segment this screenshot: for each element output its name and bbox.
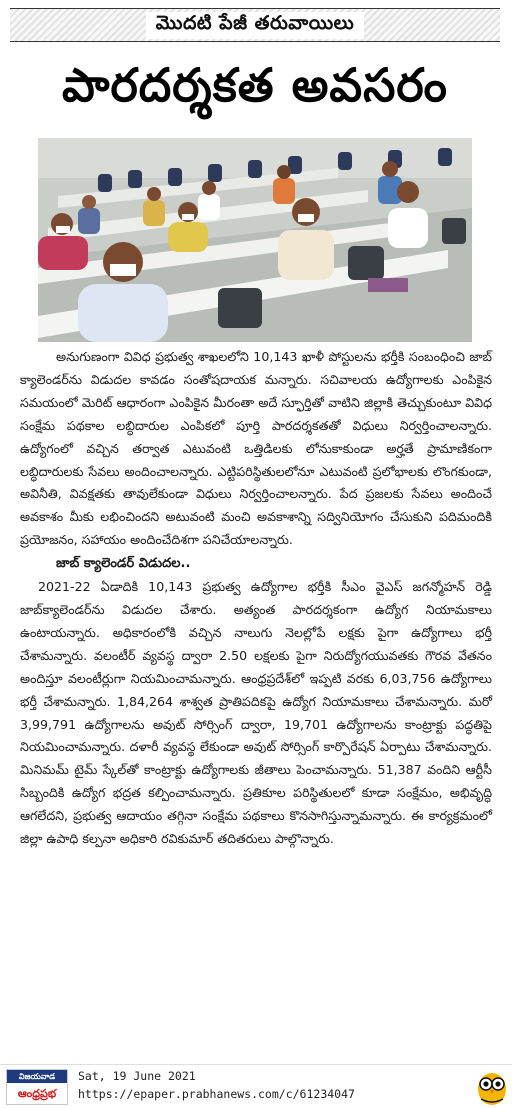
article-photo [38,138,472,342]
article-subheading: జాబ్ క్యాలెండర్ విడుదల.. [56,556,191,572]
section-label: మొదటి పేజీ తరువాయిలు [146,12,364,39]
article-body [20,346,492,851]
epaper-footer [0,1064,512,1108]
article-paragraph: అనుగుణంగా వివిధ ప్రభుత్వ శాఖలలోని 10,143 ఖాళీ పోస్టులను భర్తీకి సంబంధించి జాబ్ క్యాలెండర్‌ను విడుదల కావడం సంతోషదాయక మన్నారు. సచివాలయ ఉద్యోగాలకు ఎంపికైన సమయంలో మెరిట్ ఆధారంగా ఎంపికైన మీరంతా అదే స్ఫూర్తితో వాటిని జిల్లాకి తెచ్చుకుంటూ వివిధ సంక్షేమ పథకాల లబ్ధిదారుల ఎంపికలో పూర్తి పారదర్శకతతో విధులు నిర్వర్తించాలన్నారు. ఉద్యోగంలో వచ్చిన తర్వాత ఎటువంటి ఒత్తిడిలకు లోనుకాకుండా అర్హతే ప్రామాణికంగా లబ్ధిదారులకు సేవలు అందించాలన్నారు. ఎట్టిపరిస్థితులలోనూ ఎటువంటి ప్రలోభాలకు లొంగకుండా, అవినీతి, వివక్షతకు తావులేకుండా విధులు నిర్వర్తించాలన్నారు. పేద ప్రజలకు సేవలు అందించే అవకాశం మీకు లభించిందని అటువంటి మంచి అవకాశాన్ని సద్వినియోగం చేసుకుని పదిమందికి ప్రయోజనం, సహాయం అందించేదిశగా పనిచేయాలన్నారు. [20,349,492,548]
article-paragraph: 2021-22 ఏడాదికి 10,143 ప్రభుత్వ ఉద్యోగాల భర్తీకి సీఎం వైఎస్ జగన్మోహన్ రెడ్డి జాబ్‌క్యాలెండర్‌ను విడుదల చేశారు. అత్యంత పారదర్శకంగా ఉద్యోగ నియామకాలు ఉంటాయన్నారు. అధికారంలోకి వచ్చిన నాలుగు నెలల్లోపే లక్షకు పైగా ఉద్యోగాలు భర్తీ చేశామన్నారు. వలంటీర్ వ్యవస్థ ద్వారా 2.50 లక్షలకు పైగా నిరుద్యోగయువతకు గౌరవ వేతనం అందిస్తూ వలంటీర్లుగా నియమించామన్నారు. ఆంధ్రప్రదేశ్‌లో ఇప్పటి వరకు 6,03,756 ఉద్యోగాలు భర్తీ చేశామన్నారు. 1,84,264 శాశ్వత ప్రాతిపదికపై ఉద్యోగ నియామకాలు చేశామన్నారు. మరో 3,99,791 ఉద్యోగాలను అవుట్ సోర్సింగ్ ద్వారా, 19,701 ఉద్యోగాలను కాంట్రాక్టు పద్ధతిపై నియమించామన్నారు. దళారీ వ్యవస్థ లేకుండా అవుట్ సోర్సింగ్ కార్పొరేషన్ ఏర్పాటు చేశామన్నారు. మినిమమ్ టైమ్ స్కేల్‌తో కాంట్రాక్టు ఉద్యోగాలకు జీతాలు పెంచామన్నారు. 51,387 వందిని ఆర్టీసీ సిబ్బందికి ఉద్యోగ భద్రత కల్పించామన్నారు. ప్రతికూల పరిస్థితులలో కూడా సంక్షేమం, అభివృద్ధి ఆగలేదని, ప్రభుత్వ ఆదాయం తగ్గినా సంక్షేమ పథకాలు కొనసాగిస్తున్నామన్నారు. ఈ కార్యక్రమంలో జిల్లా ఉపాధి కల్పనా అధికారి రవికుమార్ తదితరులు పాల్గొన్నారు. [20,579,492,847]
logo-city: విజయవాడ [7,1070,67,1083]
owl-mascot-icon [476,1067,508,1107]
newspaper-logo[interactable] [6,1069,68,1105]
clip-url[interactable]: https://epaper.prabhanews.com/c/61234047 [78,1087,355,1101]
article-headline: పారదర్శకత అవసరం [62,58,448,112]
logo-title: ఆంధ్రప్రభ [17,1087,57,1100]
edition-date: Sat, 19 June 2021 [78,1069,196,1083]
section-header-band [10,8,500,42]
